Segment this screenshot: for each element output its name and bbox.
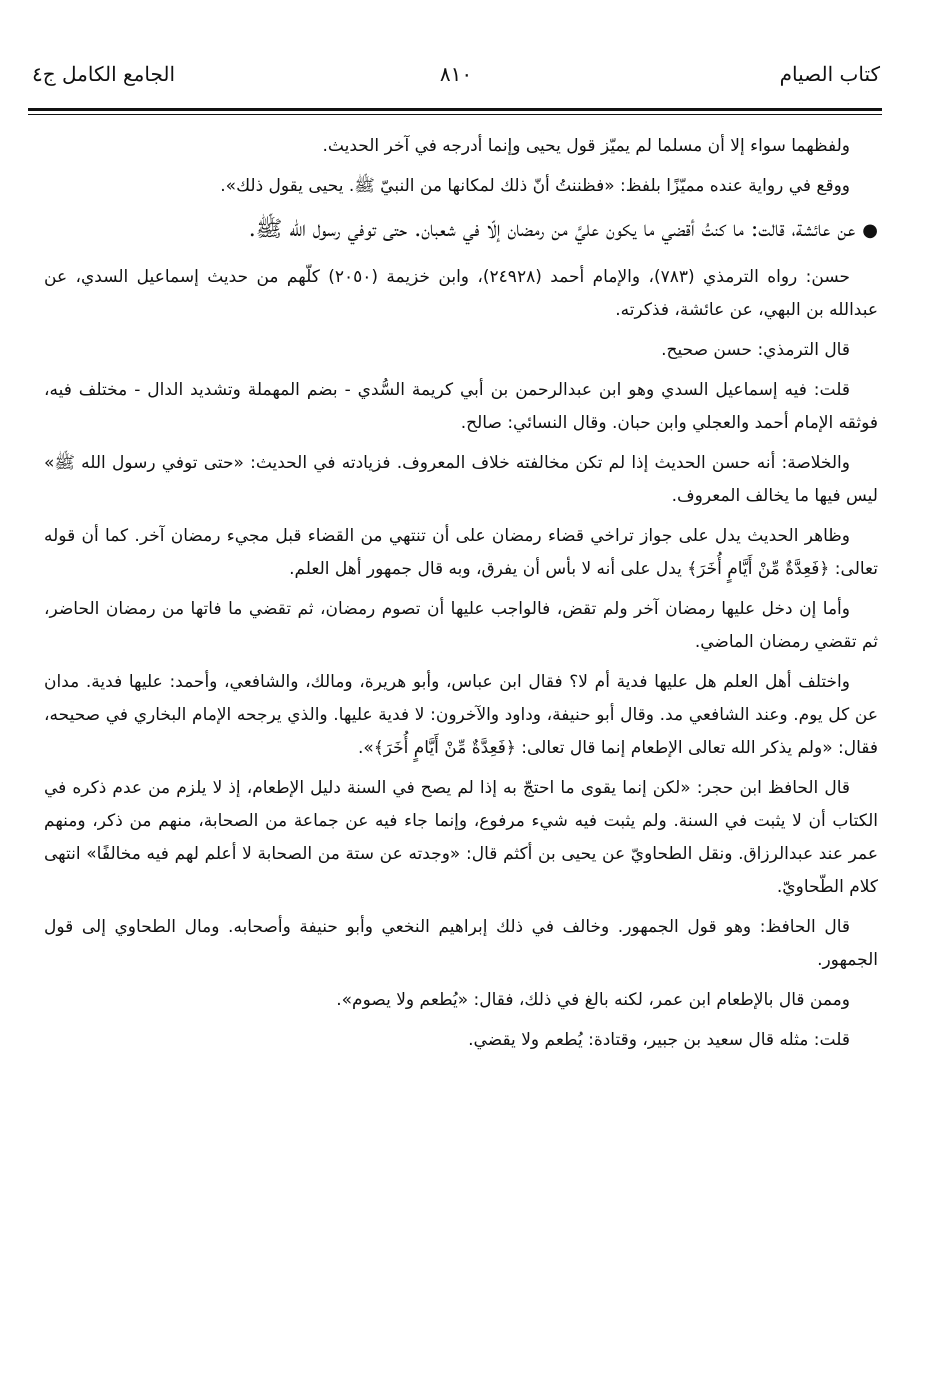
book-title: الجامع الكامل ج٤ [32, 62, 176, 86]
hadith-body: عن عائشة، قالت: ما كنتُ أقضي ما يكون عليَّ من رمضان إلّا في شعبان. حتى توفي رسول الله ﷺ. [248, 217, 856, 242]
paragraph: واختلف أهل العلم هل عليها فدية أم لا؟ فقال ابن عباس، وأبو هريرة، ومالك، والشافعي، وأحمد: عليها فدية. مدان عن كل يوم. وعند الشافعي مد. وقال أبو حنيفة، وداود والآخرون: لا فدية عليها. والذي يرجحه الإمام البخاري في صحيحه، فقال: «ولم يذكر الله تعالى الإطعام إنما قال تعالى: ﴿فَعِدَّةٌ مِّنْ أَيَّامٍ أُخَرَ﴾». [44, 672, 878, 758]
body-text [44, 130, 878, 1064]
paragraph: قلت: مثله قال سعيد بن جبير، وقتادة: يُطعم ولا يقضي. [468, 1030, 850, 1050]
paragraph: ولفظهما سواء إلا أن مسلما لم يميّز قول يحيى وإنما أدرجه في آخر الحديث. [322, 136, 850, 156]
paragraph: وممن قال بالإطعام ابن عمر، لكنه بالغ في ذلك، فقال: «يُطعم ولا يصوم». [336, 990, 850, 1010]
running-header [32, 62, 880, 102]
paragraph: وأما إن دخل عليها رمضان آخر ولم تقض، فالواجب عليها أن تصوم رمضان، ثم تقضي ما فاتها من رمضان الحاضر، ثم تقضي رمضان الماضي. [44, 599, 878, 652]
paragraph: ووقع في رواية عنده مميّزًا بلفظ: «فظننتُ أنّ ذلك لمكانها من النبيّ ﷺ. يحيى يقول ذلك». [220, 176, 850, 196]
paragraph: وظاهر الحديث يدل على جواز تراخي قضاء رمضان على أن تنتهي من القضاء قبل مجيء رمضان آخر. كما أن قوله تعالى: ﴿فَعِدَّةٌ مِّنْ أَيَّامٍ أُخَرَ﴾ يدل على أنه لا بأس أن يفرق، وبه قال جمهور أهل العلم. [44, 526, 878, 579]
bullet-icon: ● [862, 220, 878, 241]
paragraph: قال الترمذي: حسن صحيح. [661, 340, 850, 360]
page-number: ٨١٠ [439, 62, 473, 86]
paragraph: قال الحافظ: وهو قول الجمهور. وخالف في ذلك إبراهيم النخعي وأبو حنيفة وأصحابه. ومال الطحاوي إلى قول الجمهور. [44, 917, 878, 970]
header-rule-thick [28, 108, 882, 111]
paragraph: والخلاصة: أنه حسن الحديث إذا لم تكن مخالفته خلاف المعروف. فزيادته في الحديث: «حتى توفي رسول الله ﷺ» ليس فيها ما يخالف المعروف. [44, 453, 878, 506]
paragraph: قلت: فيه إسماعيل السدي وهو ابن عبدالرحمن بن أبي كريمة السُّدي - بضم المهملة وتشديد الدال - مختلف فيه، فوثقه الإمام أحمد والعجلي وابن حبان. وقال النسائي: صالح. [44, 380, 878, 433]
paragraph: حسن: رواه الترمذي (٧٨٣)، والإمام أحمد (٢٤٩٢٨)، وابن خزيمة (٢٠٥٠) كلّهم من حديث إسماعيل السدي، عن عبدالله بن البهي، عن عائشة، فذكرته. [44, 267, 878, 320]
hadith-text [44, 210, 878, 251]
paragraph: قال الحافظ ابن حجر: «لكن إنما يقوى ما احتجّ به إذا لم يصح في السنة دليل الإطعام، إذ لا يلزم من عدم ذكره في الكتاب أن لا يثبت في السنة. ولم يثبت فيه شيء مرفوع، وإنما جاء فيه عن جماعة من الصحابة، منهم من ذكر، ومنهم عمر عند عبدالرزاق. ونقل الطحاويّ عن يحيى بن أكثم قال: «وجدته عن ستة من الصحابة لا أعلم لهم فيه مخالفًا» انتهى كلام الطّحاويّ. [44, 778, 878, 897]
header-rule-thin [28, 114, 882, 115]
chapter-title: كتاب الصيام [779, 62, 880, 86]
